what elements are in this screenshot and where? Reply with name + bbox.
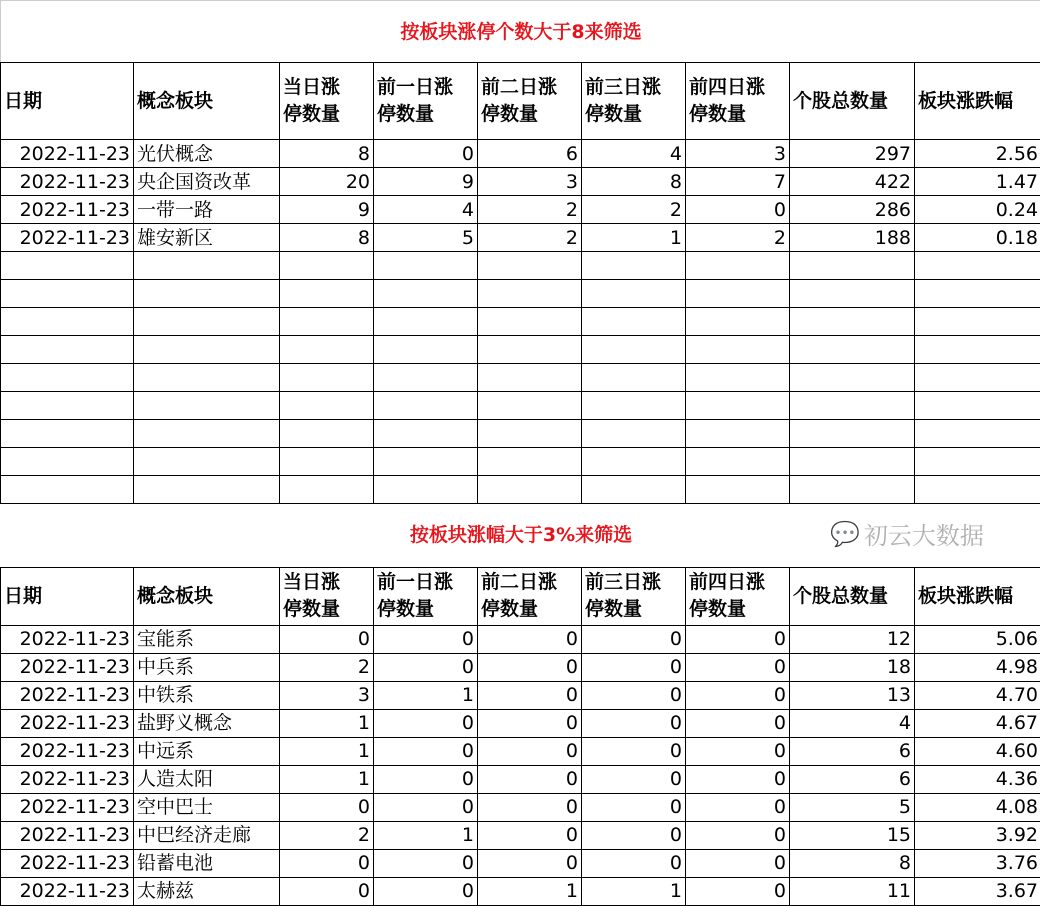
table-row [1, 168, 1040, 196]
empty-cell[interactable] [790, 252, 915, 280]
empty-cell[interactable] [582, 336, 686, 364]
empty-cell[interactable] [478, 476, 582, 504]
empty-cell[interactable] [686, 252, 790, 280]
cell[interactable]: 0 [374, 625, 478, 653]
header-sector: 概念板块 [134, 63, 280, 140]
empty-cell[interactable] [134, 392, 280, 420]
empty-cell[interactable] [790, 364, 915, 392]
cell[interactable]: 一带一路 [134, 196, 280, 224]
empty-cell[interactable] [1, 336, 134, 364]
empty-cell[interactable] [915, 252, 1040, 280]
empty-row [1, 476, 1040, 504]
cell[interactable]: 4 [790, 709, 915, 737]
cell[interactable]: 2 [478, 196, 582, 224]
empty-cell[interactable] [280, 392, 374, 420]
cell[interactable]: 1 [374, 681, 478, 709]
cell[interactable]: 中铁系 [134, 681, 280, 709]
empty-cell[interactable] [915, 308, 1040, 336]
cell[interactable]: 1 [280, 765, 374, 793]
empty-cell[interactable] [686, 392, 790, 420]
table-row [1, 737, 1040, 765]
cell[interactable]: 2022-11-23 [1, 709, 134, 737]
cell[interactable]: 0 [478, 821, 582, 849]
cell[interactable]: 中远系 [134, 737, 280, 765]
cell[interactable]: 0 [374, 709, 478, 737]
table-row [1, 224, 1040, 252]
table-row [1, 793, 1040, 821]
cell[interactable]: 4 [582, 140, 686, 168]
cell[interactable]: 0 [374, 877, 478, 905]
cell[interactable]: 0 [374, 737, 478, 765]
empty-cell[interactable] [478, 448, 582, 476]
table-row [1, 196, 1040, 224]
cell[interactable]: 13 [790, 681, 915, 709]
empty-cell[interactable] [134, 476, 280, 504]
cell[interactable]: 1 [374, 821, 478, 849]
cell[interactable]: 空中巴士 [134, 793, 280, 821]
empty-cell[interactable] [582, 392, 686, 420]
cell[interactable]: 0 [582, 709, 686, 737]
cell[interactable]: 0 [478, 765, 582, 793]
header-day0: 当日涨 停数量 [280, 63, 374, 140]
empty-cell[interactable] [134, 448, 280, 476]
table-row [1, 877, 1040, 905]
empty-cell[interactable] [1, 280, 134, 308]
cell[interactable]: 0 [478, 849, 582, 877]
cell[interactable]: 0 [478, 681, 582, 709]
header-day2: 前二日涨 停数量 [478, 567, 582, 625]
cell[interactable]: 4.70 [915, 681, 1040, 709]
cell[interactable]: 1 [478, 877, 582, 905]
header-change: 板块涨跌幅 [915, 567, 1040, 625]
empty-row [1, 420, 1040, 448]
cell[interactable]: 2022-11-23 [1, 821, 134, 849]
empty-cell[interactable] [478, 308, 582, 336]
table-row [1, 681, 1040, 709]
empty-cell[interactable] [134, 336, 280, 364]
cell[interactable]: 0 [686, 821, 790, 849]
empty-cell[interactable] [280, 476, 374, 504]
cell[interactable]: 3.76 [915, 849, 1040, 877]
cell[interactable]: 3 [478, 168, 582, 196]
cell[interactable]: 2022-11-23 [1, 849, 134, 877]
cell[interactable]: 2022-11-23 [1, 681, 134, 709]
cell[interactable]: 2022-11-23 [1, 140, 134, 168]
cell[interactable]: 0 [686, 709, 790, 737]
cell[interactable]: 0 [582, 653, 686, 681]
sector-gain-table [0, 503, 1040, 906]
empty-cell[interactable] [1, 420, 134, 448]
header-day3: 前三日涨 停数量 [582, 63, 686, 140]
cell[interactable]: 4.36 [915, 765, 1040, 793]
table-row [1, 709, 1040, 737]
empty-cell[interactable] [686, 364, 790, 392]
cell[interactable]: 0 [686, 877, 790, 905]
cell[interactable]: 0 [280, 849, 374, 877]
cell[interactable]: 20 [280, 168, 374, 196]
cell[interactable]: 286 [790, 196, 915, 224]
empty-cell[interactable] [1, 308, 134, 336]
empty-cell[interactable] [1, 476, 134, 504]
cell[interactable]: 0 [280, 877, 374, 905]
cell[interactable]: 5.06 [915, 625, 1040, 653]
cell[interactable]: 中巴经济走廊 [134, 821, 280, 849]
cell[interactable]: 0 [582, 681, 686, 709]
empty-cell[interactable] [915, 280, 1040, 308]
empty-cell[interactable] [686, 308, 790, 336]
cell[interactable]: 8 [280, 224, 374, 252]
cell[interactable]: 4.67 [915, 709, 1040, 737]
cell[interactable]: 0.18 [915, 224, 1040, 252]
cell[interactable]: 2.56 [915, 140, 1040, 168]
cell[interactable]: 12 [790, 625, 915, 653]
cell[interactable]: 0 [686, 765, 790, 793]
cell[interactable]: 2022-11-23 [1, 196, 134, 224]
cell[interactable]: 5 [790, 793, 915, 821]
empty-cell[interactable] [478, 392, 582, 420]
empty-row [1, 280, 1040, 308]
cell[interactable]: 0 [582, 793, 686, 821]
cell[interactable]: 4.08 [915, 793, 1040, 821]
cell[interactable]: 0 [582, 737, 686, 765]
cell[interactable]: 0 [686, 737, 790, 765]
cell[interactable]: 0 [582, 625, 686, 653]
empty-cell[interactable] [686, 336, 790, 364]
cell[interactable]: 0 [374, 849, 478, 877]
cell[interactable]: 3 [686, 140, 790, 168]
cell[interactable]: 15 [790, 821, 915, 849]
cell[interactable]: 2022-11-23 [1, 765, 134, 793]
cell[interactable]: 0 [686, 849, 790, 877]
empty-cell[interactable] [686, 476, 790, 504]
empty-cell[interactable] [374, 476, 478, 504]
table-row [1, 140, 1040, 168]
empty-cell[interactable] [582, 420, 686, 448]
cell[interactable]: 央企国资改革 [134, 168, 280, 196]
empty-cell[interactable] [915, 476, 1040, 504]
cell[interactable]: 2022-11-23 [1, 737, 134, 765]
cell[interactable]: 422 [790, 168, 915, 196]
empty-cell[interactable] [280, 336, 374, 364]
empty-cell[interactable] [134, 280, 280, 308]
empty-cell[interactable] [686, 448, 790, 476]
empty-cell[interactable] [790, 392, 915, 420]
cell[interactable]: 0 [374, 765, 478, 793]
empty-row [1, 392, 1040, 420]
cell[interactable]: 0 [686, 196, 790, 224]
cell[interactable]: 0 [478, 625, 582, 653]
empty-cell[interactable] [478, 336, 582, 364]
empty-cell[interactable] [280, 308, 374, 336]
cell[interactable]: 2022-11-23 [1, 793, 134, 821]
empty-cell[interactable] [1, 364, 134, 392]
empty-cell[interactable] [134, 308, 280, 336]
cell[interactable]: 1.47 [915, 168, 1040, 196]
cell[interactable]: 4.60 [915, 737, 1040, 765]
cell[interactable]: 9 [280, 196, 374, 224]
cell[interactable]: 2 [582, 196, 686, 224]
empty-cell[interactable] [280, 420, 374, 448]
cell[interactable]: 中兵系 [134, 653, 280, 681]
empty-cell[interactable] [915, 364, 1040, 392]
cell[interactable]: 2022-11-23 [1, 877, 134, 905]
empty-cell[interactable] [280, 448, 374, 476]
empty-cell[interactable] [478, 420, 582, 448]
empty-cell[interactable] [478, 280, 582, 308]
cell[interactable]: 5 [374, 224, 478, 252]
cell[interactable]: 188 [790, 224, 915, 252]
header-day4: 前四日涨 停数量 [686, 567, 790, 625]
empty-cell[interactable] [582, 448, 686, 476]
empty-cell[interactable] [134, 252, 280, 280]
cell[interactable]: 8 [582, 168, 686, 196]
cell[interactable]: 18 [790, 653, 915, 681]
header-day0: 当日涨 停数量 [280, 567, 374, 625]
empty-cell[interactable] [790, 476, 915, 504]
cell[interactable]: 2022-11-23 [1, 653, 134, 681]
cell[interactable]: 4.98 [915, 653, 1040, 681]
cell[interactable]: 6 [478, 140, 582, 168]
empty-cell[interactable] [915, 392, 1040, 420]
cell[interactable]: 2022-11-23 [1, 224, 134, 252]
empty-cell[interactable] [134, 420, 280, 448]
cell[interactable]: 2 [280, 653, 374, 681]
cell[interactable]: 0 [582, 765, 686, 793]
cell[interactable]: 9 [374, 168, 478, 196]
empty-cell[interactable] [374, 392, 478, 420]
empty-row [1, 336, 1040, 364]
table-row [1, 653, 1040, 681]
cell[interactable]: 0 [686, 681, 790, 709]
empty-cell[interactable] [686, 420, 790, 448]
empty-cell[interactable] [478, 364, 582, 392]
header-sector: 概念板块 [134, 567, 280, 625]
cell[interactable]: 2 [686, 224, 790, 252]
table-row [1, 625, 1040, 653]
empty-cell[interactable] [582, 308, 686, 336]
empty-cell[interactable] [374, 280, 478, 308]
cell[interactable]: 宝能系 [134, 625, 280, 653]
cell[interactable]: 4 [374, 196, 478, 224]
cell[interactable]: 8 [280, 140, 374, 168]
table-row [1, 849, 1040, 877]
header-day1: 前一日涨 停数量 [374, 567, 478, 625]
cell[interactable]: 3.67 [915, 877, 1040, 905]
cell[interactable]: 0 [686, 653, 790, 681]
cell[interactable]: 0 [686, 793, 790, 821]
empty-cell[interactable] [582, 280, 686, 308]
cell[interactable]: 0 [374, 140, 478, 168]
cell[interactable]: 0 [478, 793, 582, 821]
table-row [1, 821, 1040, 849]
empty-cell[interactable] [582, 476, 686, 504]
cell[interactable]: 人造太阳 [134, 765, 280, 793]
cell[interactable]: 太赫兹 [134, 877, 280, 905]
header-total: 个股总数量 [790, 63, 915, 140]
header-total: 个股总数量 [790, 567, 915, 625]
cell[interactable]: 0.24 [915, 196, 1040, 224]
cell[interactable]: 0 [478, 737, 582, 765]
cell[interactable]: 1 [280, 709, 374, 737]
empty-cell[interactable] [280, 280, 374, 308]
header-day2: 前二日涨 停数量 [478, 63, 582, 140]
cell[interactable]: 2 [478, 224, 582, 252]
empty-cell[interactable] [374, 420, 478, 448]
watermark: 💬 初云大数据 [830, 516, 984, 551]
table-title: 按板块涨幅大于3%来筛选 [1, 503, 1040, 567]
empty-cell[interactable] [374, 448, 478, 476]
cell[interactable]: 0 [582, 849, 686, 877]
empty-row [1, 308, 1040, 336]
cell[interactable]: 雄安新区 [134, 224, 280, 252]
cell[interactable]: 0 [280, 793, 374, 821]
empty-cell[interactable] [790, 336, 915, 364]
empty-cell[interactable] [134, 364, 280, 392]
empty-cell[interactable] [374, 252, 478, 280]
empty-cell[interactable] [1, 448, 134, 476]
empty-cell[interactable] [790, 280, 915, 308]
empty-cell[interactable] [1, 392, 134, 420]
cell[interactable]: 0 [374, 653, 478, 681]
empty-row [1, 364, 1040, 392]
cell[interactable]: 铅蓄电池 [134, 849, 280, 877]
empty-cell[interactable] [1, 252, 134, 280]
header-day4: 前四日涨 停数量 [686, 63, 790, 140]
cell[interactable]: 11 [790, 877, 915, 905]
header-date: 日期 [1, 567, 134, 625]
empty-row [1, 252, 1040, 280]
cell[interactable]: 0 [686, 625, 790, 653]
header-row [1, 567, 1040, 625]
empty-cell[interactable] [915, 448, 1040, 476]
empty-cell[interactable] [582, 364, 686, 392]
empty-cell[interactable] [374, 364, 478, 392]
cell[interactable]: 盐野义概念 [134, 709, 280, 737]
cell[interactable]: 6 [790, 737, 915, 765]
empty-cell[interactable] [790, 420, 915, 448]
empty-cell[interactable] [374, 308, 478, 336]
cell[interactable]: 7 [686, 168, 790, 196]
empty-cell[interactable] [280, 364, 374, 392]
empty-cell[interactable] [374, 336, 478, 364]
cell[interactable]: 0 [582, 821, 686, 849]
cell[interactable]: 0 [478, 709, 582, 737]
cell[interactable]: 3 [280, 681, 374, 709]
cell[interactable]: 1 [582, 224, 686, 252]
empty-cell[interactable] [280, 252, 374, 280]
cell[interactable]: 0 [478, 653, 582, 681]
header-day3: 前三日涨 停数量 [582, 567, 686, 625]
wechat-icon: 💬 [830, 520, 860, 548]
empty-cell[interactable] [686, 280, 790, 308]
cell[interactable]: 2022-11-23 [1, 168, 134, 196]
cell[interactable]: 光伏概念 [134, 140, 280, 168]
cell[interactable]: 3.92 [915, 821, 1040, 849]
empty-cell[interactable] [582, 252, 686, 280]
table-row [1, 765, 1040, 793]
header-change: 板块涨跌幅 [915, 63, 1040, 140]
empty-cell[interactable] [915, 420, 1040, 448]
header-row [1, 63, 1040, 140]
empty-cell[interactable] [478, 252, 582, 280]
cell[interactable]: 8 [790, 849, 915, 877]
cell[interactable]: 2022-11-23 [1, 625, 134, 653]
empty-cell[interactable] [790, 308, 915, 336]
empty-row [1, 448, 1040, 476]
empty-cell[interactable] [790, 448, 915, 476]
cell[interactable]: 1 [280, 737, 374, 765]
cell[interactable]: 297 [790, 140, 915, 168]
empty-cell[interactable] [915, 336, 1040, 364]
cell[interactable]: 0 [280, 625, 374, 653]
cell[interactable]: 0 [374, 793, 478, 821]
header-day1: 前一日涨 停数量 [374, 63, 478, 140]
cell[interactable]: 2 [280, 821, 374, 849]
header-date: 日期 [1, 63, 134, 140]
cell[interactable]: 6 [790, 765, 915, 793]
table-title: 按板块涨停个数大于8来筛选 [1, 1, 1040, 63]
cell[interactable]: 1 [582, 877, 686, 905]
